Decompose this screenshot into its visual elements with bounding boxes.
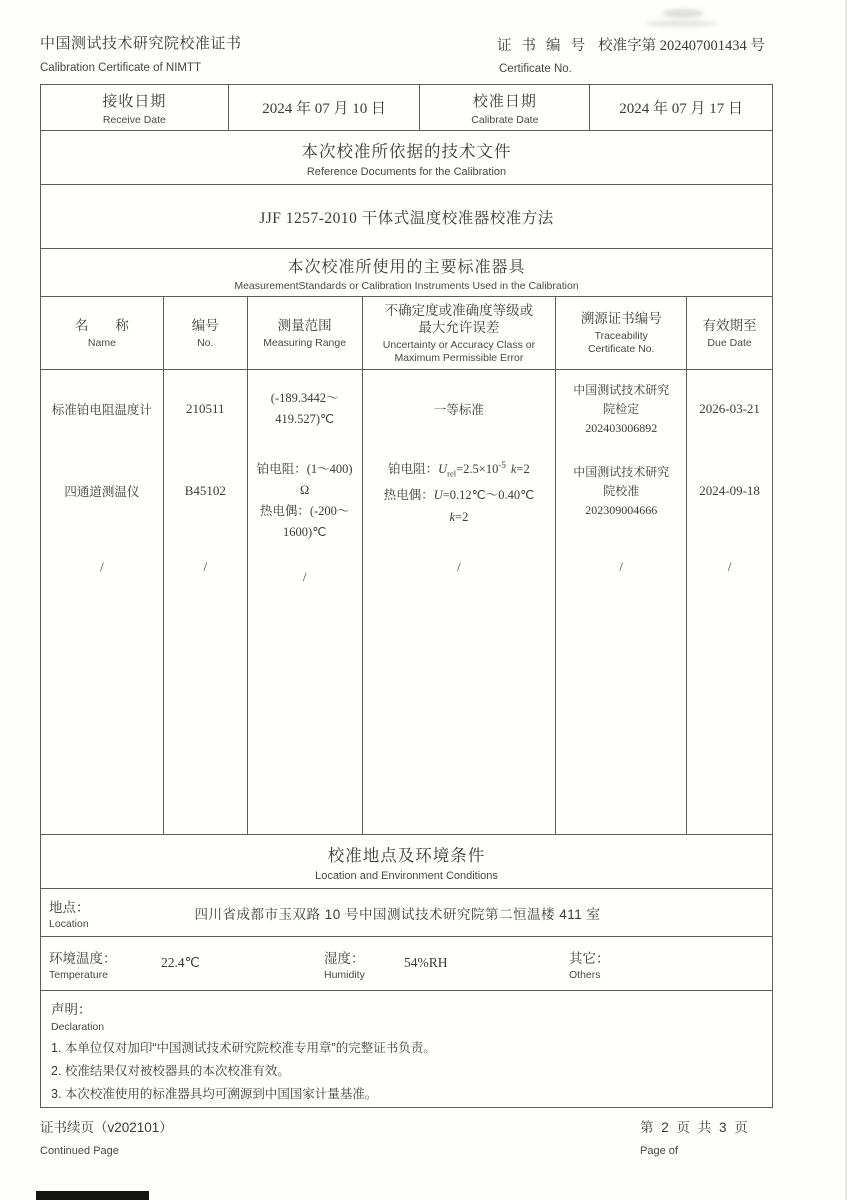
scan-artifact-black-bar xyxy=(36,1191,149,1200)
std-name-3: / xyxy=(100,559,104,574)
certificate-table xyxy=(40,84,773,1108)
reference-docs-heading-en: Reference Documents for the Calibration xyxy=(306,165,507,178)
temperature-label: 环境温度： Temperature xyxy=(49,951,117,981)
std-range-2-line1: 铂电阻：(1～400) xyxy=(256,462,353,476)
calibrate-date-label xyxy=(420,85,590,130)
receive-date-label xyxy=(41,85,229,130)
declaration-section xyxy=(41,991,772,1107)
std-trace-2-line1: 中国测试技术研究 xyxy=(573,464,670,479)
standards-heading xyxy=(41,249,772,297)
declaration-item-2: 2. 校准结果仅对被校器具的本次校准有效。 xyxy=(51,1064,290,1078)
std-due-3: / xyxy=(727,559,732,574)
humidity-value: 54%RH xyxy=(404,955,448,970)
std-range-1-line1: (-189.3442～ xyxy=(270,391,339,405)
reference-doc-row xyxy=(41,185,772,249)
std-unc-1: 一等标准 xyxy=(433,403,484,417)
reference-docs-heading-zh: 本次校准所依据的技术文件 xyxy=(301,142,512,161)
scan-smudge xyxy=(662,9,704,18)
column-no xyxy=(164,370,248,834)
standards-table-header xyxy=(41,297,772,370)
col-header-uncertainty: 不确定度或准确度等级或 最大允许误差 Uncertainty or Accuracy Class or Maximum Permissible Error xyxy=(363,297,557,369)
declaration-items xyxy=(51,1037,762,1106)
declaration-item-3: 3. 本次校准使用的标准器具均可溯源到中国国家计量基准。 xyxy=(51,1087,378,1101)
std-unc-2-line1: 铂电阻：$U_{rel}=2.5\times 10^{-5}$ k=2 xyxy=(388,459,530,479)
continued-page-en: Continued Page xyxy=(40,1145,119,1157)
calibrate-date-label-en: Calibrate Date xyxy=(471,113,539,126)
std-trace-2-line2: 院校准 xyxy=(603,483,640,498)
others-label: 其它： Others xyxy=(569,951,610,981)
location-heading xyxy=(41,835,772,889)
reference-docs-heading xyxy=(41,131,772,185)
temperature-value: 22.4℃ xyxy=(161,955,200,970)
std-trace-1-line3: 202403006892 xyxy=(585,420,658,435)
std-range-2-line4: 1600)℃ xyxy=(283,525,327,539)
scan-smudge xyxy=(645,20,717,27)
std-due-2: 2024-09-18 xyxy=(699,483,760,498)
std-name-2: 四通道测温仪 xyxy=(64,485,140,499)
std-trace-1-line2: 院检定 xyxy=(603,401,640,416)
page-indicator xyxy=(640,1116,750,1157)
cert-no-value: 校准字第 202407001434 号 xyxy=(598,38,765,54)
reference-doc-text: JJF 1257-2010 干体式温度校准器校准方法 xyxy=(259,209,554,227)
receive-date-label-en: Receive Date xyxy=(102,113,166,126)
location-row xyxy=(41,889,772,937)
col-header-name: 名 称 Name xyxy=(41,297,164,369)
footer-left xyxy=(40,1116,173,1157)
scan-edge-line xyxy=(845,0,847,1200)
declaration-label-en: Declaration xyxy=(51,1021,105,1033)
doc-header-right xyxy=(497,34,797,75)
std-range-3: / xyxy=(302,569,307,584)
column-traceability xyxy=(556,370,687,834)
std-unc-3: / xyxy=(457,559,461,574)
page-indicator-en: Page of xyxy=(640,1145,678,1157)
receive-date-label-zh: 接收日期 xyxy=(102,92,167,110)
std-trace-2-line3: 202309004666 xyxy=(585,502,658,517)
location-heading-zh: 校准地点及环境条件 xyxy=(327,846,486,865)
std-due-1: 2026-03-21 xyxy=(699,401,760,416)
dates-row xyxy=(41,85,772,131)
std-no-2: B45102 xyxy=(184,483,226,498)
col-header-no: 编号 No. xyxy=(164,297,248,369)
calibrate-date-label-zh: 校准日期 xyxy=(472,92,537,110)
humidity-label: 湿度： Humidity xyxy=(324,951,365,981)
std-unc-2-line2: 热电偶：U=0.12℃～0.40℃ xyxy=(383,488,535,503)
col-header-due-date: 有效期至 Due Date xyxy=(702,317,757,349)
column-range xyxy=(248,370,363,834)
receive-date-value: 2024 年 07 月 10 日 xyxy=(229,85,421,130)
doc-header-left xyxy=(40,32,242,74)
std-range-1-line2: 419.527)℃ xyxy=(275,412,335,426)
declaration-item-1: 1. 本单位仅对加印“中国测试技术研究院校准专用章”的完整证书负责。 xyxy=(51,1041,436,1055)
col-header-traceability: 溯源证书编号 Traceability Certificate No. xyxy=(556,297,687,369)
standards-heading-zh: 本次校准所使用的主要标准器具 xyxy=(287,258,526,276)
std-unc-2-line3: k=2 xyxy=(449,510,469,525)
column-uncertainty xyxy=(363,370,557,834)
std-no-3: / xyxy=(203,559,208,574)
continued-page-zh: 证书续页（v202101） xyxy=(40,1120,173,1135)
column-name xyxy=(41,370,164,834)
declaration-label-zh: 声明： xyxy=(51,1002,92,1017)
col-header-range: 测量范围 Measuring Range xyxy=(248,297,363,369)
location-heading-en: Location and Environment Conditions xyxy=(315,869,498,882)
std-range-2-line3: 热电偶：(-200～ xyxy=(259,504,350,518)
std-range-2-line2: Ω xyxy=(299,483,310,497)
location-label: 地点： Location xyxy=(49,899,90,930)
environment-row xyxy=(41,937,772,991)
calibrate-date-value: 2024 年 07 月 17 日 xyxy=(619,101,743,117)
std-name-1: 标准铂电阻温度计 xyxy=(51,403,152,417)
cert-no-label-zh: 证 书 编 号 xyxy=(497,38,589,54)
doc-title-en: Calibration Certificate of NIMTT xyxy=(40,62,202,74)
cert-no-label-en: Certificate No. xyxy=(499,63,572,75)
std-trace-1-line1: 中国测试技术研究 xyxy=(573,382,670,397)
std-trace-3: / xyxy=(619,559,624,574)
standards-heading-en: MeasurementStandards or Calibration Instruments Used in the Calibration xyxy=(234,279,579,292)
page-indicator-zh: 第 2 页 共 3 页 xyxy=(640,1120,750,1135)
doc-title-zh: 中国测试技术研究院校准证书 xyxy=(40,35,242,52)
std-no-1: 210511 xyxy=(186,401,225,416)
column-due-date xyxy=(687,370,772,834)
standards-table-body xyxy=(41,370,772,835)
location-value: 四川省成都市玉双路 10 号中国测试技术研究院第二恒温楼 411 室 xyxy=(194,906,601,922)
